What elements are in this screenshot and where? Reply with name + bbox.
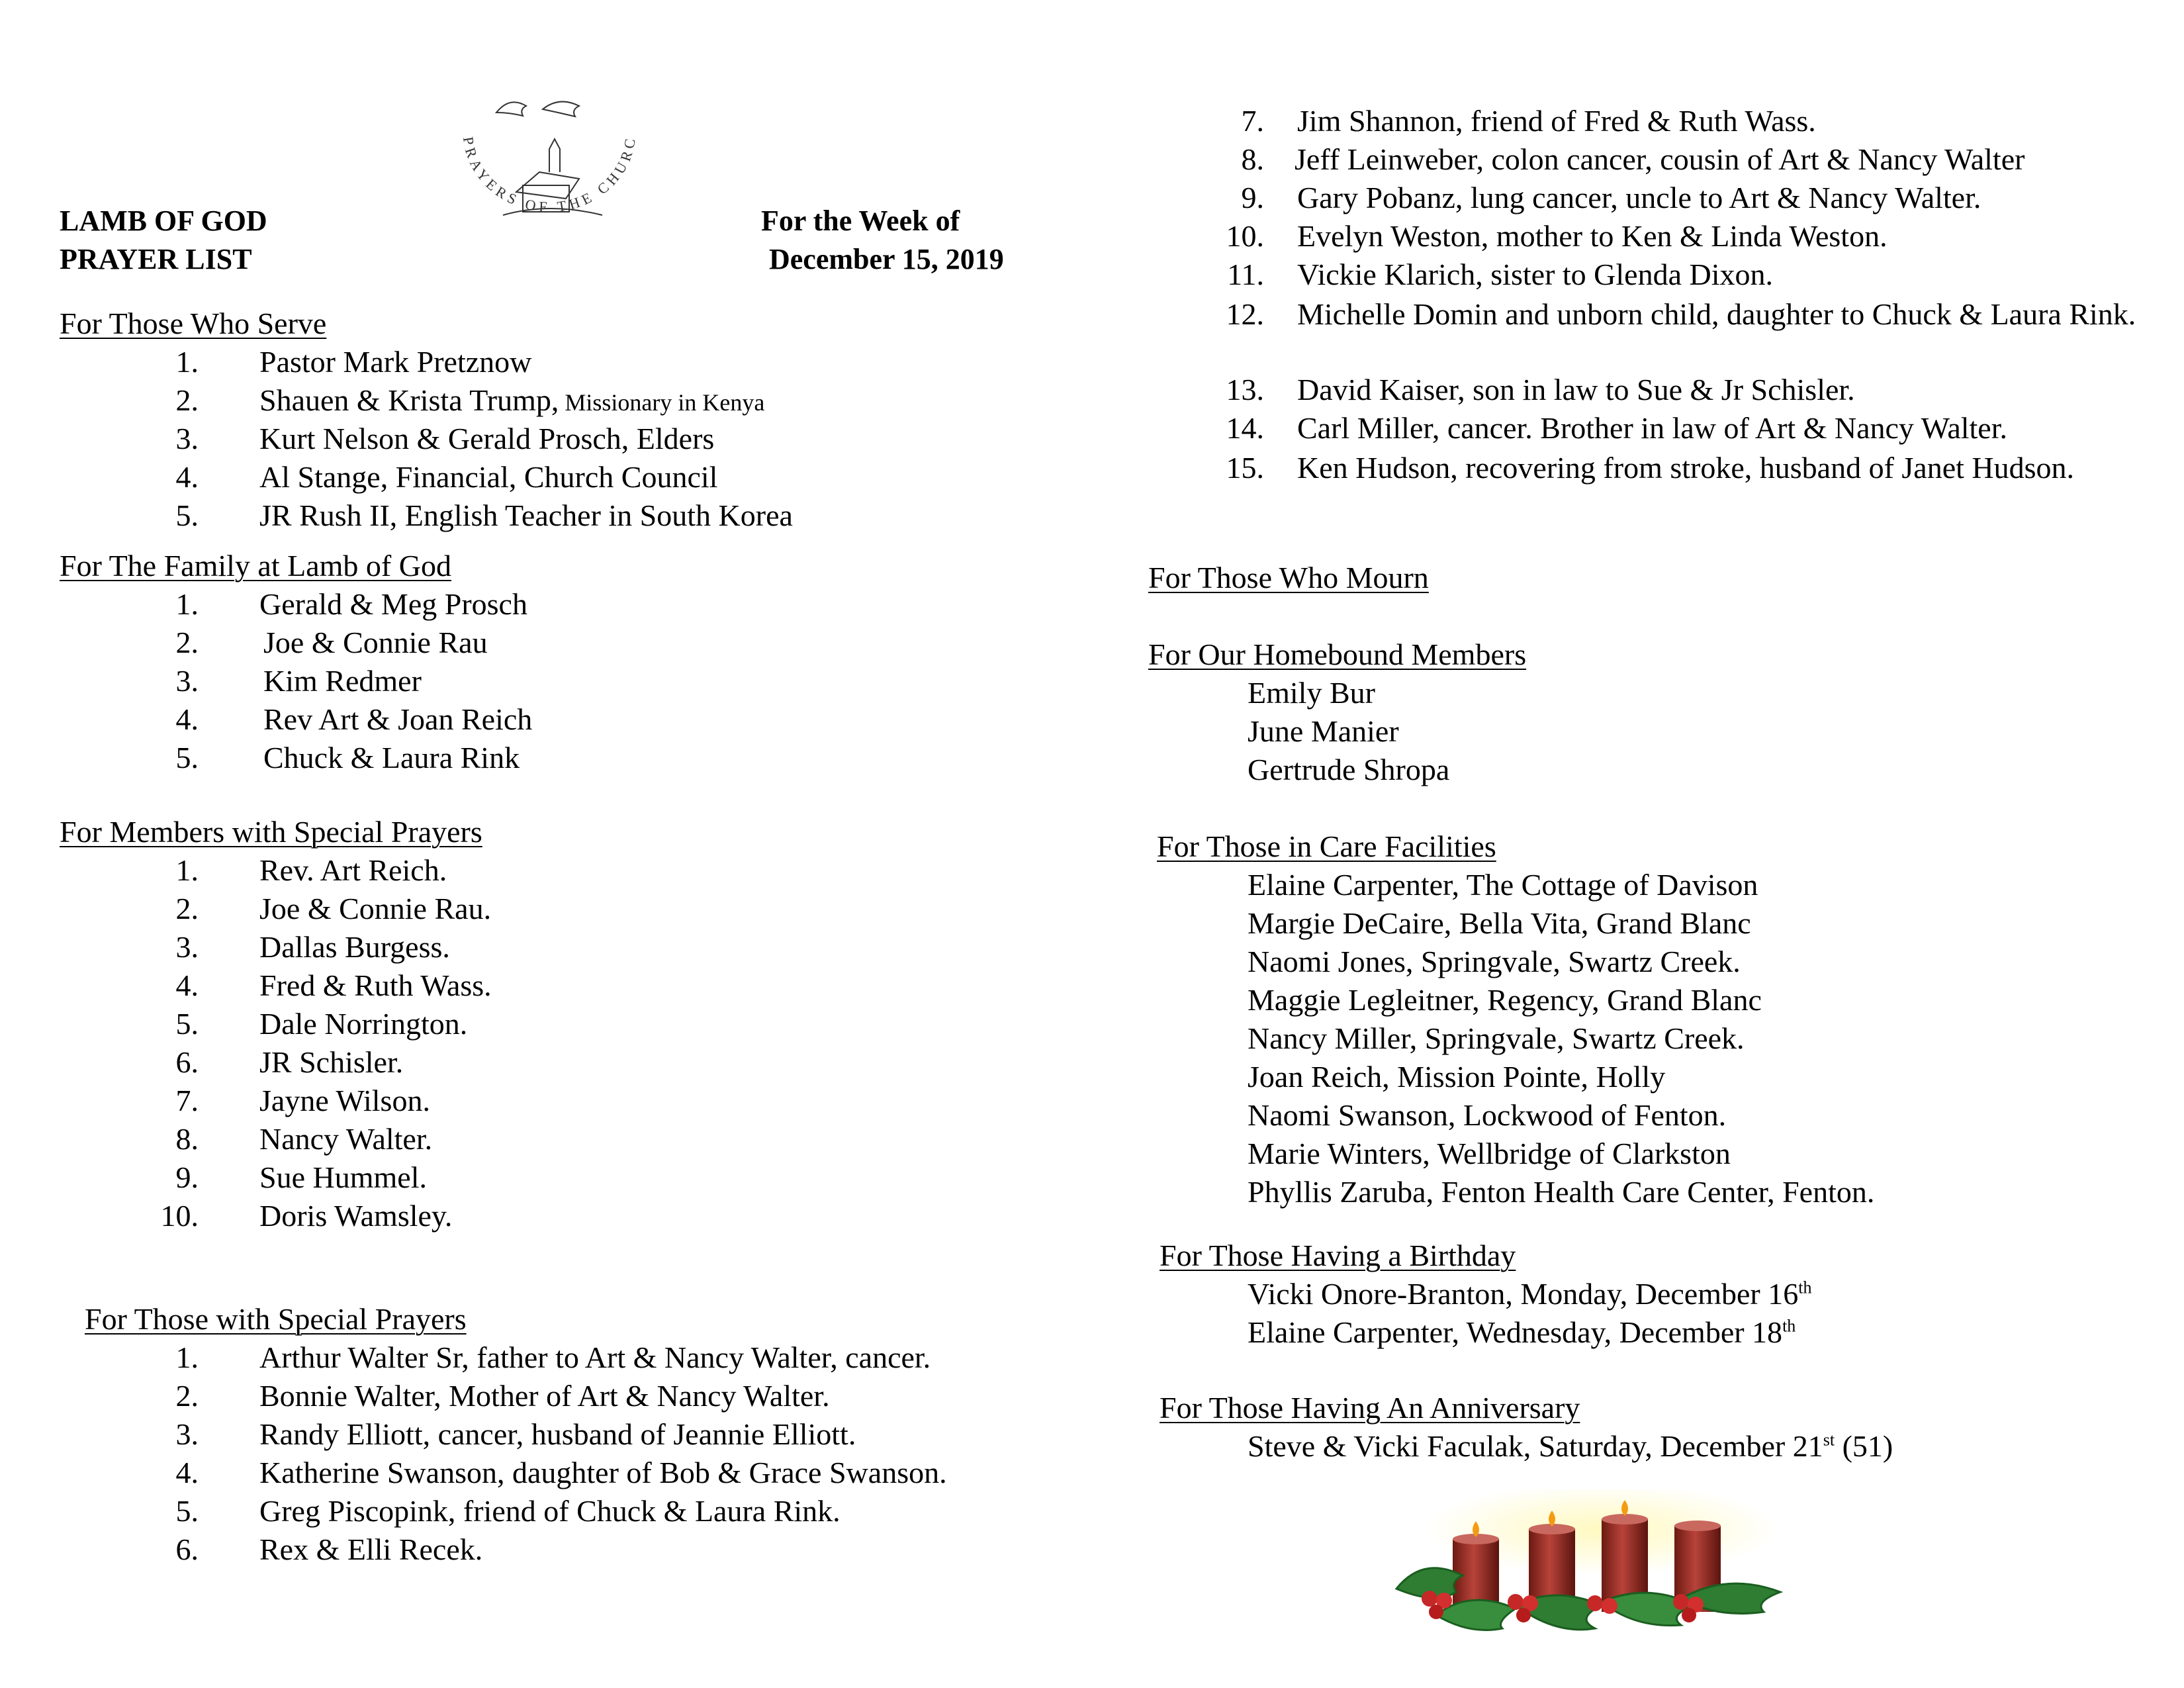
section-heading-care: For Those in Care Facilities (1157, 829, 1496, 863)
list-item: Vicki Onore-Branton, Monday, December 16th (1248, 1277, 1812, 1311)
section-heading-serve: For Those Who Serve (60, 306, 327, 340)
svg-text:PRAYERS OF THE CHURCH: PRAYERS OF THE CHURC (459, 134, 639, 216)
list-item: Joan Reich, Mission Pointe, Holly (1248, 1060, 1666, 1094)
list-item: Emily Bur (1248, 676, 1375, 710)
section-heading-special: For Those with Special Prayers (85, 1302, 467, 1336)
list-item: June Manier (1248, 714, 1399, 748)
list-item: 15. Ken Hudson, recovering from stroke, husband of Janet Hudson. (1226, 451, 2075, 485)
list-item: Nancy Miller, Springvale, Swartz Creek. (1248, 1021, 1745, 1055)
section-heading-family: For The Family at Lamb of God (60, 549, 451, 583)
list-item: Elaine Carpenter, The Cottage of Davison (1248, 868, 1758, 902)
section-heading-anniversary: For Those Having An Anniversary (1160, 1391, 1580, 1425)
list-item: Naomi Jones, Springvale, Swartz Creek. (1248, 945, 1741, 978)
section-heading-birthday: For Those Having a Birthday (1160, 1239, 1516, 1272)
list-item: Margie DeCaire, Bella Vita, Grand Blanc (1248, 906, 1751, 940)
title-line1: LAMB OF GOD (60, 205, 267, 237)
advent-candles-image (1383, 1489, 1794, 1635)
section-heading-homebound: For Our Homebound Members (1148, 637, 1527, 671)
advent-candles-graphic (1383, 1489, 1794, 1635)
list-item: Marie Winters, Wellbridge of Clarkston (1248, 1137, 1731, 1170)
list-item: Elaine Carpenter, Wednesday, December 18th (1248, 1315, 1796, 1349)
week-date: December 15, 2019 (769, 243, 1004, 275)
section-heading-members: For Members with Special Prayers (60, 815, 482, 849)
list-item: Maggie Legleitner, Regency, Grand Blanc (1248, 983, 1762, 1017)
section-heading-mourn: For Those Who Mourn (1148, 561, 1429, 594)
list-item: 12. Michelle Domin and unborn child, daughter to Chuck & Laura Rink. (1226, 297, 2136, 331)
list-item: Phyllis Zaruba, Fenton Health Care Center, Fenton. (1248, 1175, 1875, 1209)
title-line2: PRAYER LIST (60, 243, 252, 275)
week-label: For the Week of (761, 205, 960, 237)
church-logo-graphic (450, 93, 649, 245)
church-logo (450, 93, 649, 245)
list-item: Steve & Vicki Faculak, Saturday, December 21st (51) (1248, 1429, 1893, 1463)
list-item: Naomi Swanson, Lockwood of Fenton. (1248, 1098, 1727, 1132)
list-item: Gertrude Shropa (1248, 753, 1450, 786)
